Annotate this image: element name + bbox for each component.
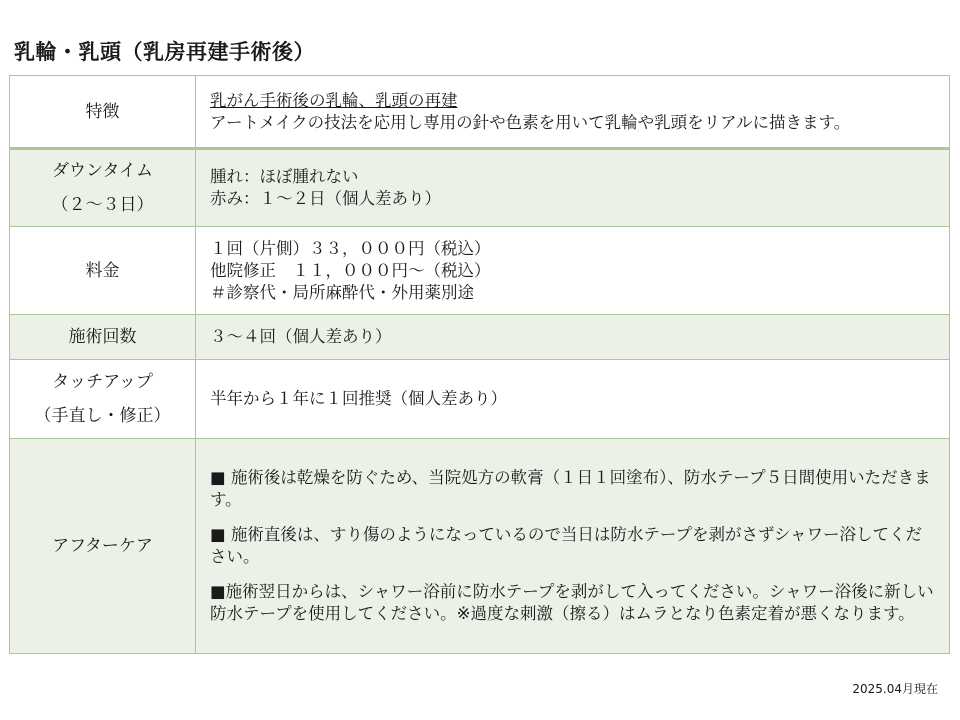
info-table	[9, 75, 950, 654]
row-value-aftercare	[196, 439, 949, 653]
table-row-feature	[10, 76, 949, 147]
row-value-price	[196, 227, 949, 314]
page-title: 乳輪・乳頭（乳房再建手術後）	[14, 40, 315, 64]
row-label-sessions: 施術回数	[10, 315, 196, 359]
table-row-aftercare	[10, 438, 949, 653]
row-value-sessions	[196, 315, 949, 359]
row-label-downtime: ダウンタイム （２～３日）	[10, 150, 196, 226]
price-line-3: ＃診察代・局所麻酔代・外用薬別途	[210, 282, 474, 302]
aftercare-paragraph-1: ■ 施術後は乾燥を防ぐため、当院処方の軟膏（１日１回塗布）、防水テープ５日間使用いただきます。	[210, 468, 931, 509]
row-value-downtime	[196, 150, 949, 226]
downtime-line-2: 赤み：１～２日（個人差あり）	[210, 189, 441, 208]
feature-line-2: アートメイクの技法を応用し専用の針や色素を用いて乳輪や乳頭をリアルに描きます。	[210, 112, 851, 132]
row-label-aftercare: アフターケア	[10, 439, 196, 653]
table-row-price	[10, 226, 949, 314]
price-line-2: 他院修正 １１，０００円～（税込）	[210, 260, 491, 280]
table-row-downtime	[10, 147, 949, 226]
price-line-1: １回（片側）３３，０００円（税込）	[210, 238, 491, 258]
table-row-touchup	[10, 359, 949, 438]
date-note: 2025.04月現在	[852, 682, 938, 696]
aftercare-paragraph-3: ■施術翌日からは、シャワー浴前に防水テープを剥がして入ってください。シャワー浴後に新しい防水テープを使用してください。※過度な刺激（擦る）はムラとなり色素定着が悪くなります。	[210, 582, 934, 623]
row-label-price: 料金	[10, 227, 196, 314]
downtime-line-1: 腫れ：ほぼ腫れない	[210, 167, 359, 186]
row-value-feature	[196, 76, 949, 147]
aftercare-paragraph-2: ■ 施術直後は、すり傷のようになっているので当日は防水テープを剥がさずシャワー浴してください。	[210, 525, 923, 566]
touchup-line-1: 半年から１年に１回推奨（個人差あり）	[210, 389, 507, 408]
sessions-line-1: ３～４回（個人差あり）	[210, 327, 392, 346]
table-row-sessions	[10, 314, 949, 359]
row-label-feature: 特徴	[10, 76, 196, 147]
row-label-touchup: タッチアップ （手直し・修正）	[10, 360, 196, 438]
row-value-touchup	[196, 360, 949, 438]
feature-line-1: 乳がん手術後の乳輪、乳頭の再建	[210, 90, 458, 110]
